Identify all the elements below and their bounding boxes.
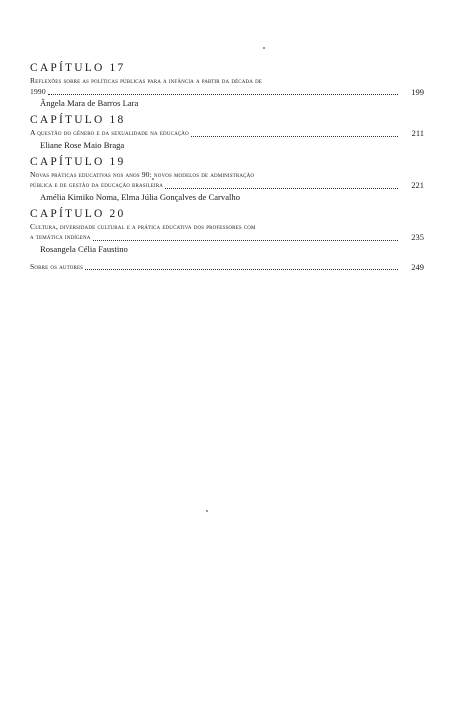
scan-speck	[206, 510, 208, 512]
chapter-17	[30, 62, 424, 109]
chapter-author: Rosangela Célia Faustino	[40, 243, 128, 254]
dot-leader	[93, 240, 398, 241]
about-authors-entry[interactable]	[30, 262, 424, 273]
chapter-title	[30, 222, 400, 243]
toc-entry[interactable]	[30, 76, 424, 97]
dot-leader	[191, 136, 398, 137]
chapter-author: Eliane Rose Maio Braga	[40, 139, 125, 150]
chapter-label: CAPÍTULO 17	[30, 62, 126, 74]
chapter-label: CAPÍTULO 20	[30, 207, 126, 220]
about-authors-label: Sobre os autores	[30, 261, 84, 271]
chapter-title	[30, 128, 400, 139]
table-of-contents	[30, 62, 424, 272]
chapter-title-line: Novas práticas educativas nos anos 90: novos modelos de administração	[30, 169, 255, 179]
chapter-title-line: Reflexões sobre as políticas públicas para a infância a partir da década de	[30, 76, 263, 85]
chapter-19	[30, 156, 424, 203]
scan-speck	[152, 178, 154, 180]
toc-entry[interactable]	[30, 170, 424, 191]
page-number: 221	[411, 180, 424, 190]
scan-speck	[263, 47, 265, 49]
chapter-title-line: Cultura, diversidade cultural e a prática educativa dos professores com	[30, 221, 256, 231]
chapter-title	[30, 170, 400, 191]
about-authors-title	[30, 262, 400, 273]
dot-leader	[48, 94, 398, 95]
chapter-title	[30, 76, 400, 97]
toc-entry[interactable]	[30, 222, 424, 243]
page-number: 235	[411, 232, 424, 242]
chapter-title-line: A questão do gênero e da sexualidade na educação	[30, 128, 189, 137]
page-number: 199	[411, 86, 424, 97]
chapter-label: CAPÍTULO 19	[30, 155, 126, 168]
chapter-title-line: a temática indígena	[30, 232, 91, 241]
chapter-20	[30, 208, 424, 255]
chapter-title-line: 1990	[30, 86, 46, 96]
chapter-18	[30, 114, 424, 151]
dot-leader	[85, 269, 398, 270]
chapter-label: CAPÍTULO 18	[30, 114, 126, 126]
chapter-author: Amélia Kimiko Noma, Elma Júlia Gonçalves de Carvalho	[40, 191, 240, 202]
page-number: 249	[411, 261, 424, 272]
toc-entry[interactable]	[30, 128, 424, 139]
chapter-title-line: pública e de gestão da educação brasileira	[30, 180, 163, 189]
page-number: 211	[411, 128, 424, 138]
chapter-author: Ângela Mara de Barros Lara	[40, 98, 139, 108]
dot-leader	[165, 188, 398, 189]
